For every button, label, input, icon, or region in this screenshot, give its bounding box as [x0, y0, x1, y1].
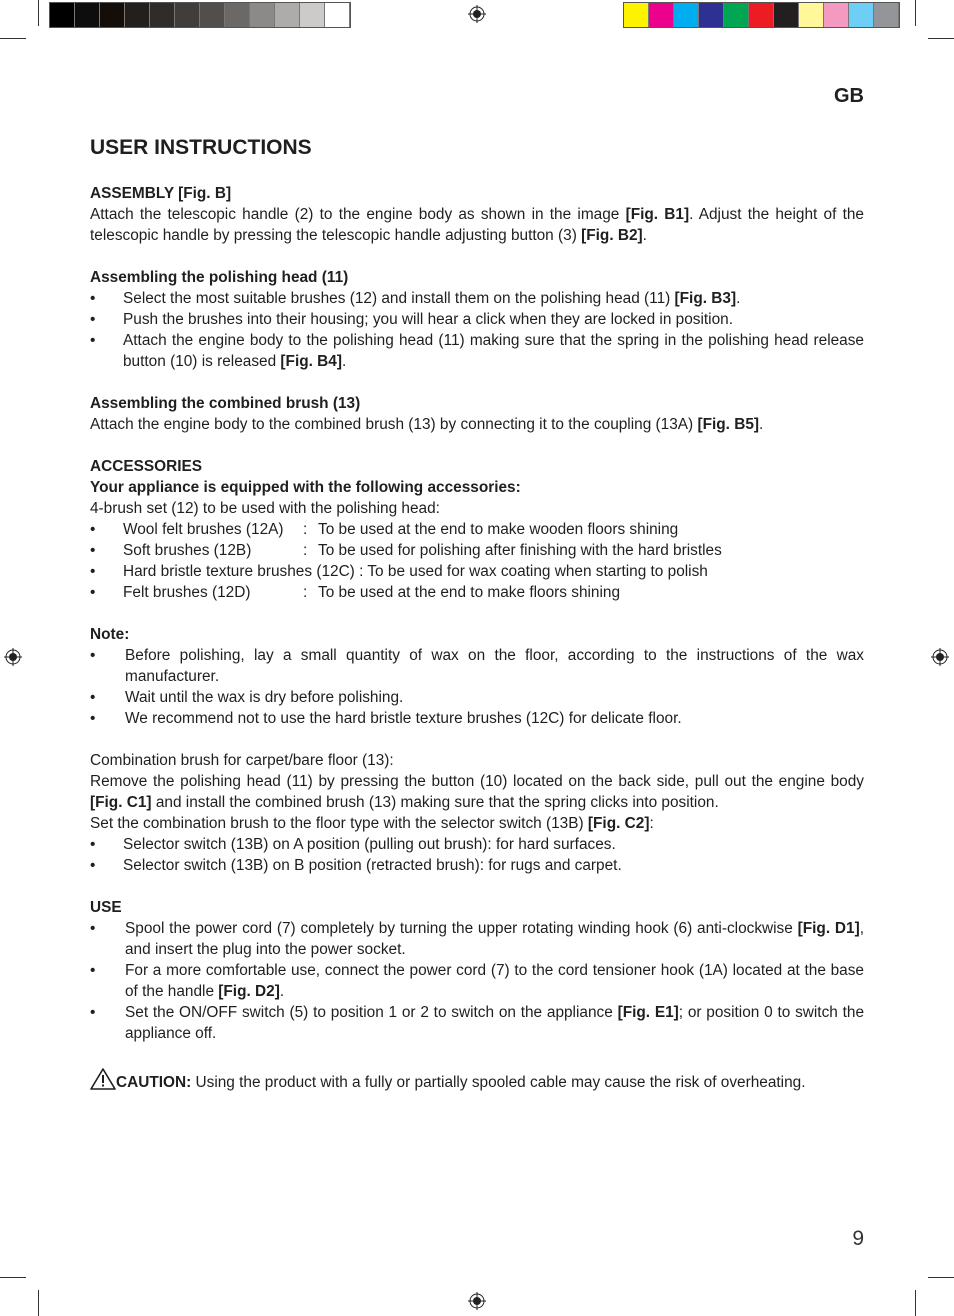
- color-swatch: [250, 3, 275, 27]
- color-swatch: [300, 3, 325, 27]
- crop-mark-top-right-h: [928, 38, 954, 39]
- accessories-subheading: Your appliance is equipped with the following accessories:: [90, 479, 521, 496]
- crop-mark-bottom-left-v: [38, 1290, 39, 1316]
- crop-mark-top-right-v: [915, 0, 916, 26]
- color-swatch: [749, 3, 774, 27]
- grayscale-color-bar: [49, 2, 351, 28]
- accessories-heading: ACCESSORIES: [90, 458, 203, 475]
- color-swatch: [874, 3, 899, 27]
- color-swatch: [774, 3, 799, 27]
- language-code: GB: [834, 85, 864, 107]
- color-swatch: [724, 3, 749, 27]
- color-swatch: [325, 3, 350, 27]
- polishing-heading: Assembling the polishing head (11): [90, 269, 349, 286]
- color-swatch: [75, 3, 100, 27]
- page-title: USER INSTRUCTIONS: [90, 136, 312, 159]
- color-swatch: [624, 3, 649, 27]
- caution-line: CAUTION: Using the product with a fully or partially spooled cable may cause the risk of overheating.: [90, 1068, 864, 1093]
- list-item: • For a more comfortable use, connect the power cord (7) to the cord tensioner hook (1A) located at the base of the handle [Fig. D2].: [90, 962, 864, 1000]
- page-number: 9: [852, 1227, 864, 1250]
- color-swatch: [799, 3, 824, 27]
- crop-mark-top-left-h: [0, 38, 26, 39]
- list-item: • We recommend not to use the hard bristle texture brushes (12C) for delicate floor.: [90, 710, 682, 727]
- use-heading: USE: [90, 899, 122, 916]
- color-swatch: [649, 3, 674, 27]
- registration-mark-icon: [4, 648, 22, 666]
- color-swatch: [225, 3, 250, 27]
- list-item: • Select the most suitable brushes (12) and install them on the polishing head (11) [Fig. B3].: [90, 290, 741, 307]
- combination-paragraph: Remove the polishing head (11) by pressing the button (10) located on the back side, pull out the engine body [Fig. C1] and install the combined brush (13) making sure that the spring clicks into position.: [90, 773, 864, 811]
- color-swatch: [50, 3, 75, 27]
- color-swatch: [150, 3, 175, 27]
- combined-paragraph: Attach the engine body to the combined brush (13) by connecting it to the coupling (13A) [Fig. B5].: [90, 416, 764, 433]
- combination-title: Combination brush for carpet/bare floor (13):: [90, 752, 394, 769]
- list-item: • Selector switch (13B) on A position (pulling out brush): for hard surfaces.: [90, 836, 616, 853]
- note-heading: Note:: [90, 626, 130, 643]
- combined-heading: Assembling the combined brush (13): [90, 395, 361, 412]
- color-swatch: [275, 3, 300, 27]
- warning-triangle-icon: [90, 1068, 116, 1090]
- crop-mark-top-left-v: [38, 0, 39, 26]
- list-item: • Push the brushes into their housing; you will hear a click when they are locked in position.: [90, 311, 733, 328]
- registration-mark-icon: [931, 648, 949, 666]
- list-item: • Set the ON/OFF switch (5) to position 1 or 2 to switch on the appliance [Fig. E1]; or position 0 to switch the appliance off.: [90, 1004, 865, 1042]
- color-swatch: [200, 3, 225, 27]
- list-item: • Before polishing, lay a small quantity of wax on the floor, according to the instructions of the wax manufacturer.: [90, 647, 864, 685]
- assembly-heading: ASSEMBLY [Fig. B]: [90, 185, 232, 202]
- color-swatch: [100, 3, 125, 27]
- list-item: • Spool the power cord (7) completely by turning the upper rotating winding hook (6) anti-clockwise [Fig. D1], and insert the plug into the power socket.: [90, 920, 864, 958]
- crop-mark-bottom-right-h: [928, 1277, 954, 1278]
- color-swatch: [674, 3, 699, 27]
- list-item: • Hard bristle texture brushes (12C) : To be used for wax coating when starting to polish: [90, 563, 708, 580]
- color-swatch: [125, 3, 150, 27]
- color-swatch: [824, 3, 849, 27]
- accessories-intro: 4-brush set (12) to be used with the polishing head:: [90, 500, 440, 517]
- crop-mark-bottom-left-h: [0, 1277, 26, 1278]
- process-color-bar: [623, 2, 900, 28]
- list-item: • Soft brushes (12B) : To be used for polishing after finishing with the hard bristles: [90, 542, 722, 559]
- color-swatch: [699, 3, 724, 27]
- combination-selector-paragraph: Set the combination brush to the floor type with the selector switch (13B) [Fig. C2]:: [90, 815, 654, 832]
- instructions-body: [90, 183, 864, 1093]
- registration-mark-icon: [468, 5, 486, 23]
- list-item: • Attach the engine body to the polishing head (11) making sure that the spring in the polishing head release button (10) is released [Fig. B4].: [90, 332, 864, 370]
- list-item: • Wool felt brushes (12A) : To be used at the end to make wooden floors shining: [90, 521, 679, 538]
- crop-mark-bottom-right-v: [915, 1290, 916, 1316]
- assembly-paragraph: Attach the telescopic handle (2) to the engine body as shown in the image [Fig. B1]. Adjust the height of the telescopic handle by pressing the telescopic handle adjusting button (3) [Fig. B2].: [90, 206, 864, 244]
- color-swatch: [175, 3, 200, 27]
- registration-mark-icon: [468, 1292, 486, 1310]
- color-swatch: [849, 3, 874, 27]
- list-item: • Selector switch (13B) on B position (retracted brush): for rugs and carpet.: [90, 857, 622, 874]
- list-item: • Wait until the wax is dry before polishing.: [90, 689, 404, 706]
- list-item: • Felt brushes (12D) : To be used at the end to make floors shining: [90, 584, 621, 601]
